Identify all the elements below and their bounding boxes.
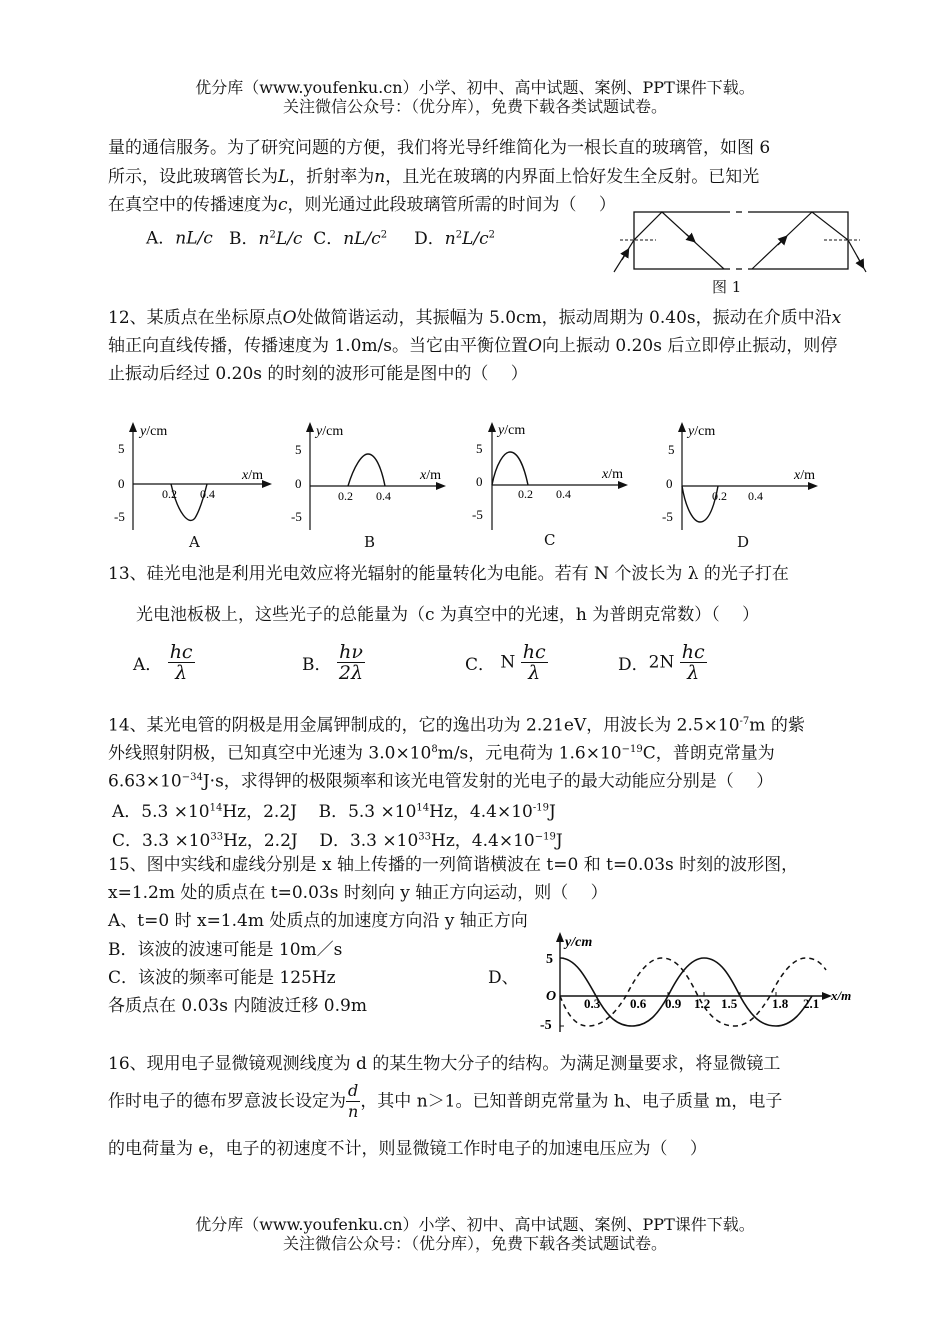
q15-option-c: C．该波的频率可能是 125Hz [108,968,336,988]
tick-0-4: 0.4 [200,487,215,501]
q12-line2: 轴正向直线传播，传播速度为 1.0m/s。当它由平衡位置O向上振动 0.20s 后立即停止振动，则停 [108,336,838,356]
q15-option-d-text: 各质点在 0.03s 内随波迁移 0.9m [108,996,367,1016]
q15-option-a: A、t=0 时 x=1.4m 处质点的加速度方向沿 y 轴正方向 [108,911,528,931]
graph-label-b: B [364,533,376,551]
q16-line1: 16、现用电子显微镜观测线度为 d 的某生物大分子的结构。为满足测量要求，将显微镜工 [108,1054,781,1074]
q15-wave-graph [530,928,860,1036]
xtick-2-1: 2.1 [803,996,820,1011]
x-axis-label: x/m [831,988,852,1003]
tick-neg5: -5 [540,1018,552,1033]
q14-line2: 外线照射阴极，已知真空中光速为 $3.0\times 10^8m/s$，元电荷为 $1.6\times 10^{-19}C$，普朗克常量为 [108,743,775,764]
tick-0-2: 0.2 [162,487,177,501]
y-axis-label: y/cm [316,424,344,439]
y-axis-label: y/cm [565,935,593,950]
tick-5: 5 [295,442,302,457]
tick-0-4: 0.4 [748,489,763,503]
q14-line3: $6.63\times 10^{-34}J\cdot s$，求得钾的极限频率和该光电管发射的光电子的最大动能应分别是（ ） [108,771,774,792]
page-footer-line2: 关注微信公众号：（优分库），免费下载各类试题试卷。 [282,1234,667,1253]
q11-line3: 在真空中的传播速度为c，则光通过此段玻璃管所需的时间为（ ） [108,195,616,215]
y-axis-label: y/cm [140,424,168,439]
tube-rectangle [634,212,848,269]
tick-neg5: -5 [662,509,673,524]
xtick-1-8: 1.8 [772,996,789,1011]
tick-0-2: 0.2 [338,489,353,503]
q12-line1: 12、某质点在坐标原点O处做简谐运动，其振幅为 5.0cm，振动周期为 0.40s，振动在介质中沿x [108,308,842,328]
tick-0: 0 [295,476,302,491]
q13-option-c: C． N $\frac{hc}{\lambda}$ [465,641,546,684]
xtick-1-5: 1.5 [721,996,738,1011]
tick-0-2: 0.2 [518,487,533,501]
tick-neg5: -5 [472,507,483,522]
tick-0-2: 0.2 [712,489,727,503]
xtick-0-6: 0.6 [630,996,647,1011]
xtick-1-2: 1.2 [694,996,711,1011]
q14-options-cd [112,825,563,853]
x-axis-label: x/m [794,468,815,483]
q11-option-c: C．$nL/c^2$ [313,228,388,249]
xtick-0-9: 0.9 [665,996,682,1011]
q14-line1: 14、某光电管的阴极是用金属钾制成的，它的逸出功为 2.21eV，用波长为 $2.5\times 10^{-7}m$ 的紫 [108,715,805,736]
q13-line2: 光电池板极上，这些光子的总能量为（c 为真空中的光速，h 为普朗克常数）（ ） [136,605,760,625]
q11-option-d: D．$n^2L/c^2$ [414,228,495,249]
q11-option-b: B．$n^2L/c$ [229,228,303,249]
tick-0-4: 0.4 [376,489,391,503]
graph-label-a: A [189,533,200,551]
tick-5: 5 [546,952,553,967]
q13-option-a: A． $\frac{hc}{\lambda}$ [133,641,193,684]
q14-option-c: C．$3.3 \times 10^{33}Hz$，2.2J [112,830,298,851]
tick-5: 5 [476,441,483,456]
q15-line1: 15、图中实线和虚线分别是 x 轴上传播的一列简谐横波在 t=0 和 t=0.03s 时刻的波形图， [108,855,799,875]
q15-option-d-label: D、 [488,968,519,988]
light-ray-right [752,212,866,272]
q16-line3: 的电荷量为 e，电子的初速度不计，则显微镜工作时电子的加速电压应为（ ） [108,1139,707,1159]
x-axis-label: x/m [242,468,263,483]
tick-neg5: -5 [291,509,302,524]
page-footer-line1: 优分库（www.youfenku.cn）小学、初中、高中试题、案例、PPT课件下载。 [195,1215,755,1234]
figure-caption: 图 1 [712,278,742,296]
q12-line3: 止振动后经过 0.20s 的时刻的波形可能是图中的（ ） [108,364,528,384]
tick-0: 0 [666,476,673,491]
q14-option-b: B．$5.3 \times 10^{14}Hz$，$4.4\times 10^{-19}J$ [318,801,556,822]
q16-line2: 作时电子的德布罗意波长设定为 $\frac{d}{n}$ ，其中 n＞1。已知普朗克常量为 h、电子质量 m，电子 [108,1081,783,1121]
graph-label-c: C [544,531,556,549]
q15-line2: x=1.2m 处的质点在 t=0.03s 时刻向 y 轴正方向运动，则（ ） [108,883,608,903]
x-axis-label: x/m [420,468,441,483]
q11-line1: 量的通信服务。为了研究问题的方便，我们将光导纤维简化为一根长直的玻璃管，如图 6 [108,138,771,158]
xtick-0-3: 0.3 [584,996,601,1011]
tick-5: 5 [668,442,675,457]
light-ray-left [614,212,724,272]
q13-line1: 13、硅光电池是利用光电效应将光辐射的能量转化为电能。若有 N 个波长为 λ 的光子打在 [108,564,789,584]
q11-line2: 所示，设此玻璃管长为L，折射率为n，且光在玻璃的内界面上恰好发生全反射。已知光 [108,167,760,187]
q11-options [146,223,495,251]
wave-curve [492,452,528,485]
origin-label: O [546,989,557,1004]
q14-option-d: D．$3.3 \times 10^{33}Hz$，$4.4\times 10^{-19}J$ [319,830,563,851]
page-header-line2: 关注微信公众号：（优分库），免费下载各类试题试卷。 [282,97,667,116]
page-header-line1: 优分库（www.youfenku.cn）小学、初中、高中试题、案例、PPT课件下载。 [195,78,755,97]
tick-0: 0 [476,474,483,489]
wave-curve [348,454,385,486]
q11-option-a: A．nL/c [146,228,213,249]
tick-neg5: -5 [114,509,125,524]
q14-option-a: A．$5.3 \times 10^{14}Hz$，2.2J [112,801,297,822]
tick-5: 5 [118,441,125,456]
y-axis-label: y/cm [498,423,526,438]
q13-option-d: D．2N $\frac{hc}{\lambda}$ [618,641,705,684]
y-axis-label: y/cm [688,424,716,439]
q15-option-b: B．该波的波速可能是 10m／s [108,940,343,960]
q13-option-b: B． $\frac{h\nu}{2\lambda}$ [302,641,364,684]
tick-0-4: 0.4 [556,487,571,501]
graph-label-d: D [737,533,750,551]
tick-0: 0 [118,476,125,491]
q14-options-ab [112,796,556,824]
x-axis-label: x/m [602,467,623,482]
